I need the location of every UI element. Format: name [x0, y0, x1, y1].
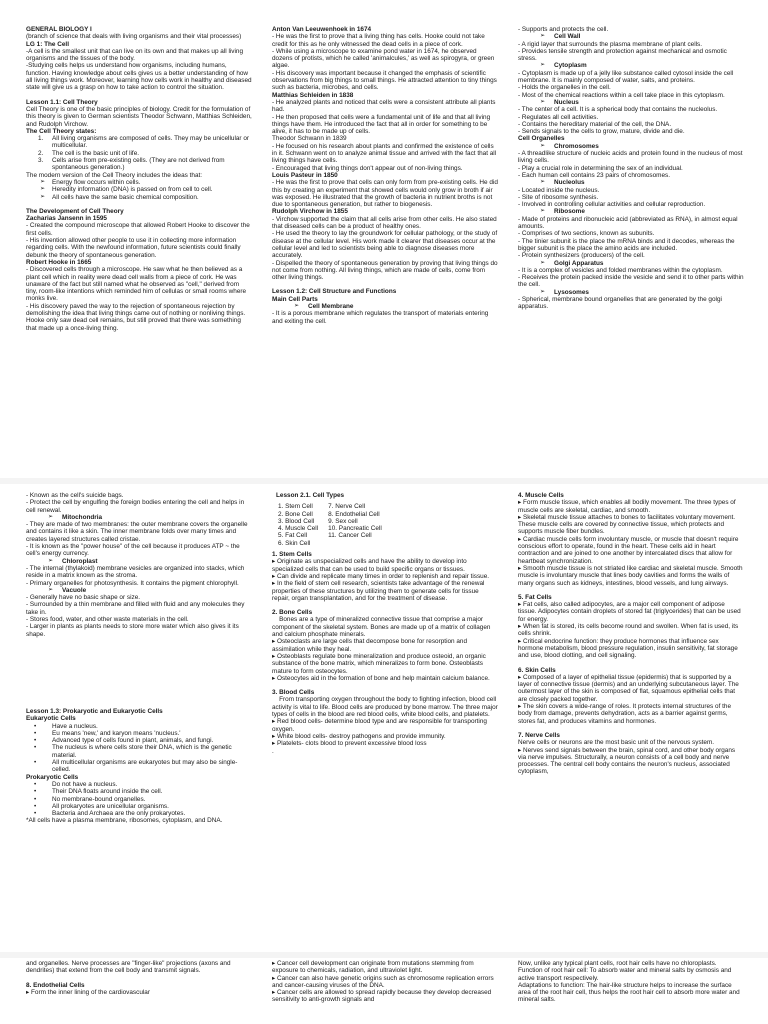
spacer: [26, 201, 252, 208]
paragraph: Nerve cells or neurons are the most basic unit of the nervous system.: [518, 739, 715, 747]
paragraph: (branch of science that deals with living organisms and their vital processes): [26, 33, 242, 41]
section-heading: Anton Van Leeuwenhoek in 1674: [272, 26, 372, 33]
section-heading: Main Cell Parts: [272, 295, 318, 303]
paragraph: ▸ White blood cells- destroy pathogens and provide immunity.: [272, 732, 446, 740]
subheading: ➢ Lysosomes: [518, 289, 744, 296]
section-heading: The Cell Theory states:: [26, 127, 97, 135]
paragraph: - Sends signals to the cells to grow, mature, divide and die.: [518, 128, 685, 136]
spacer: [26, 638, 252, 645]
paragraph: - Site of ribosome synthesis.: [518, 193, 599, 201]
page1-column-3: [518, 26, 744, 478]
document-page-1: [0, 0, 768, 478]
paragraph: Cell Theory is one of the basic principles of biology. Credit for the formulation of this theory is given to German scientists Theodor Schwann, Matthias Schleiden, and Rudolph Virchow.: [26, 105, 254, 128]
paragraph: Function of root hair cell: To absorb water and mineral salts by osmosis and active transport respectively.: [518, 967, 734, 982]
page3-column-1: [26, 960, 252, 1024]
paragraph: - Protein synthesizers (producers) of the cell.: [518, 252, 645, 260]
paragraph: -Studying cells helps us understand how organisms, including humans, function. Having knowledge about cells gives us a better understanding of how all living things work. Moreover, learning how cells work in healthy and diseased state will give us a grasp on how to take action to control the situation.: [26, 62, 254, 92]
bullet-item: • No membrane-bound organelles.: [26, 796, 252, 803]
paragraph: ▸ Cancer cells are allowed to spread rapidly because they develop decreased sensitivity to anti-growth signals and: [272, 989, 493, 1004]
page3-column-2: [272, 960, 498, 1024]
paragraph: ▸ In the field of stem cell research, scientists take advantage of the renewal properties of these structures by utilizing them to generate cells for tissue repair, organ transplantation, and for the treatment of disease.: [272, 580, 487, 602]
paragraph: -A cell is the smallest unit that can live on its own and that makes up all living organisms and the tissues of the body.: [26, 47, 245, 63]
paragraph: ▸ Cancer cell development can originate from mutations stemming from exposure to chemicals, radiation, and ultraviolet light.: [272, 960, 476, 975]
section-heading: 2. Bone Cells: [272, 609, 313, 617]
section-heading: Robert Hooke in 1665: [26, 258, 92, 266]
paragraph: ▸ Smooth muscle tissue is not striated like cardiac and skeletal muscle. Smooth muscle is involuntary muscle that lines body cavities and forms the walls of many organs such as kidneys, intestines, blood vessels, and lung airways.: [518, 564, 745, 587]
paragraph: and organelles. Nerve processes are "finger-like" projections (axons and dendrites) that extend from the cell body and transmit signals.: [26, 960, 233, 975]
bullet-item: • Do not have a nucleus.: [26, 781, 252, 788]
paragraph: - Cytoplasm is made up of a jelly like substance called cytosol inside the cell membrane. It is mainly composed of water, salts, and proteins.: [518, 69, 736, 85]
section-heading: 1. Stem Cells: [272, 551, 312, 559]
bullet-item: • Have a nucleus.: [26, 723, 252, 730]
subheading: ➢ Chloroplast: [26, 558, 252, 565]
cell-type-item: 6. Skin Cell: [278, 539, 311, 547]
cell-type-item: 4. Muscle Cell: [278, 525, 319, 533]
arrow-item: ➢ Energy flow occurs within cells.: [26, 179, 252, 186]
paragraph: - Known as the cell's suicide bags.: [26, 492, 124, 499]
section-heading: Matthias Schleiden in 1838: [272, 91, 354, 99]
page2-column-3: [518, 492, 744, 952]
paragraph: - Contains the hereditary material of the cell, the DNA.: [518, 120, 672, 128]
paragraph: - Made of proteins and ribonucleic acid (abbreviated as RNA), in almost equal amounts.: [518, 215, 740, 231]
paragraph: ▸ Critical endocrine function: they produce hormones that influence sex hormone metabolism, blood pressure regulation, insulin sensitivity, fat storage and use, blood clotting, and cell signaling.: [518, 637, 740, 660]
bullet-item: • Bacteria and Archaea are the only prokaryotes.: [26, 810, 252, 817]
paragraph: The modern version of the Cell Theory includes the ideas that:: [26, 171, 203, 179]
spacer: [26, 680, 252, 687]
bullet-item: • Eu means 'new,' and karyon means 'nucleus.': [26, 730, 252, 737]
paragraph: - The tinier subunit is the place the mRNA binds and it decodes, whereas the bigger subunit is the place the amino acids are included.: [518, 237, 737, 252]
section-heading: 6. Skin Cells: [518, 666, 556, 674]
paragraph: ▸ Cardiac muscle cells form involuntary muscle, or muscle that doesn't require conscious effort to operate, found in the heart. These cells aid in heart contraction and are joined to one another by intercalated discs that allow for heartbeat synchronization.: [518, 535, 741, 565]
bullet-item: • All prokaryotes are unicellular organisms.: [26, 803, 252, 810]
paragraph: Theodor Schwann in 1839: [272, 135, 347, 143]
section-heading: 3. Blood Cells: [272, 689, 315, 697]
page1-column-1: [26, 26, 252, 478]
paragraph: - He used the theory to lay the groundwork for cellular pathology, or the study of disease at the cellular level. His work made it clearer that diseases occur at the cellular level and led to scientists being able to diagnose diseases more accurately.: [272, 230, 499, 260]
paragraph: - Located inside the nucleus.: [518, 186, 600, 194]
page2-column-1: [26, 492, 252, 952]
paragraph: - Discovered cells through a microscope. He saw what he then believed as a plant cell which in reality were dead cell walls from a piece of cork. He was unaware of the fact but still named what he observed as "cell," derived from tiny, room-like intentions which reminded him of cellulas or small rooms where monks live.: [26, 266, 248, 303]
subheading: ➢ Mitochondria: [26, 514, 252, 521]
document-page-2: [0, 484, 768, 952]
lesson-title: Lesson 2.1. Cell Types: [276, 492, 345, 499]
section-heading: 8. Endothelial Cells: [26, 981, 85, 989]
paragraph: ▸ Osteoclasts are large cells that decompose bone for resorption and assimilation while they heal.: [272, 638, 469, 653]
paragraph: ▸ Form the inner lining of the cardiovascular: [26, 988, 150, 996]
spacer: [518, 587, 744, 594]
subheading: ➢ Chromosomes: [518, 143, 744, 150]
paragraph: - Supports and protects the cell.: [518, 26, 609, 33]
paragraph: ▸ Can divide and replicate many times in order to replenish and repair tissue.: [272, 572, 490, 580]
paragraph: From transporting oxygen throughout the body to fighting infection, blood cell activity is vital to life. Blood cells are produced by bone marrow. The three major types of cells in the blood are red blood cells, white blood cells, and platelets.: [272, 696, 500, 719]
paragraph: - Encouraged that living things don't appear out of non-living things.: [272, 164, 463, 172]
section-heading: Lesson 1.3: Prokaryotic and Eukaryotic Cells: [26, 707, 163, 715]
spacer: [272, 602, 498, 609]
section-heading: The Development of Cell Theory: [26, 207, 124, 215]
cell-type-item: 2. Bone Cell: [278, 510, 313, 518]
page2-column-2: [272, 492, 498, 952]
cell-type-item: 3. Blood Cell: [278, 517, 315, 525]
cell-types-list: [278, 503, 498, 547]
paragraph: Now, unlike any typical plant cells, root hair cells have no chloroplasts.: [518, 960, 717, 967]
section-heading: Rudolph Virchow in 1855: [272, 208, 348, 216]
paragraph: - They are made of two membranes: the outer membrane covers the organelle and contains it like a skin. The inner membrane folds over many times and creates layered structures called cristae.: [26, 521, 250, 543]
paragraph: ▸ Cancer can also have genetic origins such as chromosome replication errors and cancer-causing viruses of the DNA.: [272, 974, 496, 989]
paragraph: ▸ Skeletal muscle tissue attaches to bones to facilitates voluntary movement. These muscle cells are covered by connective tissue, which protects and supports muscle fiber bundles.: [518, 513, 737, 536]
paragraph: - Provides tensile strength and protection against mechanical and osmotic stress.: [518, 47, 729, 63]
cell-type-item: 11. Cancer Cell: [328, 532, 372, 540]
paragraph: ▸ Fat cells, also called adipocytes, are a major cell component of adipose tissue. Adipocytes contain droplets of stored fat (triglycerides) that can be used for energy.: [518, 601, 743, 623]
paragraph: - Most of the chemical reactions within a cell take place in this cytoplasm.: [518, 91, 725, 99]
numbered-item: 3. Cells arise from pre-existing cells. (They are not derived from spontaneous generation.): [26, 157, 252, 172]
paragraph: - Holds the organelles in the cell.: [518, 84, 611, 92]
subheading: ➢ Nucleus: [518, 99, 744, 106]
paragraph: - Stores food, water, and other waste materials in the cell.: [26, 616, 189, 624]
paragraph: - Larger in plants as plants needs to store more water which also gives it its shape.: [26, 623, 241, 638]
paragraph: ▸ Osteoblasts regulate bone mineralization and produce osteoid, an organic substance of the bone matrix, which mineralizes to form bone. Osteoblasts mature to form osteocytes.: [272, 652, 488, 675]
paragraph: Bones are a type of mineralized connective tissue that comprise a major component of the skeletal system. Bones are made up of a matrix of collagen and calcium phosphate minerals.: [272, 616, 493, 639]
page2-column-2-body: [272, 551, 498, 755]
section-heading: Prokaryotic Cells: [26, 773, 79, 781]
paragraph: - Generally have no basic shape or size.: [26, 594, 141, 602]
arrow-item: ➢ Heredity information (DNA) is passed on from cell to cell.: [26, 186, 252, 193]
paragraph: - He focused on his research about plants and confirmed the existence of cells in it. Schwann went on to analyze animal tissue and arrived with the fact that all living things have cells.: [272, 142, 498, 165]
section-heading: Cell Organelles: [518, 135, 565, 143]
spacer: [518, 725, 744, 732]
spacer: [26, 666, 252, 673]
paragraph: - It is a complex of vesicles and folded membranes within the cytoplasm.: [518, 266, 723, 274]
paragraph: - While using a microscope to examine pond water in 1674, he observed dozens of protists, which he called 'animalcules,' as well as spirogyra, or green algae.: [272, 47, 497, 70]
paragraph: - Regulates all cell activities.: [518, 113, 599, 121]
paragraph: - Dispelled the theory of spontaneous generation by proving that living things do not come from nothing. All living things, which are made of cells, come from other living things.: [272, 259, 500, 282]
paragraph: - Involved in controlling cellular activities and cellular reproduction.: [518, 201, 706, 209]
bullet-item: • Advanced type of cells found in plant, animals, and fungi.: [26, 737, 252, 744]
paragraph: - Created the compound microscope that allowed Robert Hooke to discover the first cells.: [26, 222, 252, 237]
paragraph: - Surrounded by a thin membrane and filled with fluid and any molecules they take in.: [26, 601, 247, 616]
paragraph: - It is a porous membrane which regulates the transport of materials entering and exiting the cell.: [272, 310, 491, 325]
cell-types-right: [328, 503, 382, 547]
cell-type-item: 10. Pancreatic Cell: [328, 525, 382, 533]
section-heading: Eukaryotic Cells: [26, 715, 76, 723]
section-heading: GENERAL BIOLOGY I: [26, 26, 92, 33]
paragraph: - Spherical, membrane bound organelles that are generated by the golgi apparatus.: [518, 295, 724, 311]
paragraph: .: [272, 747, 274, 755]
paragraph: ▸ Red blood cells- determine blood type and are responsible for transporting oxygen.: [272, 718, 489, 733]
paragraph: - He then proposed that cells were a fundamental unit of life and that all living things have them. He introduced the fact that all in order for something to be alive, it has to be made up of cells.: [272, 113, 492, 136]
paragraph: *All cells have a plasma membrane, ribosomes, cytoplasm, and DNA.: [26, 817, 223, 825]
cell-type-item: 7. Nerve Cell: [328, 503, 366, 511]
cell-type-item: 9. Sex cell: [328, 517, 358, 525]
cell-type-item: 1. Stem Cell: [278, 503, 313, 511]
numbered-item: 1. All living organisms are composed of cells. They may be unicellular or multicellular.: [26, 135, 252, 150]
paragraph: ▸ Originate as unspecialized cells and have the ability to develop into specialized cells that can be used to build specific organs or tissues.: [272, 558, 469, 573]
spacer: [26, 975, 252, 982]
spacer: [272, 682, 498, 689]
paragraph: - He analyzed plants and noticed that cells were a consistent attribute all plants had.: [272, 98, 498, 114]
paragraph: ▸ The skin covers a wide-range of roles. It protects internal structures of the body from damage, prevents dehydration, acts as a barrier against germs, stores fat, and produces vitamins and hormones.: [518, 703, 733, 725]
paragraph: - Primary organelles for photosynthesis. It contains the pigment chlorophyll.: [26, 579, 239, 587]
paragraph: ▸ Form muscle tissue, which enables all bodily movement. The three types of muscle cells are skeletal, cardiac, and smooth.: [518, 499, 738, 514]
subheading: ➢ Cell Membrane: [272, 303, 498, 310]
spacer: [26, 694, 252, 701]
cell-types-left: [278, 503, 318, 547]
paragraph: ▸ When fat is stored, its cells become round and swollen. When fat is used, its cells shrink.: [518, 623, 741, 638]
page3-column-3: [518, 960, 744, 1024]
paragraph: - It is known as the "power house" of the cell because it produces ATP ~ the cell's energy currency.: [26, 543, 242, 558]
paragraph: - He was the first to prove that cells can only form from pre-existing cells. He did this by creating an experiment that showed cells would only grow in broth if air was exposed. He illustrated that the growth of bacteria in nutrient broths is not due to spontaneous generation, but rather to biogenesis.: [272, 179, 500, 209]
spacer: [518, 660, 744, 667]
cell-type-item: 8. Endothelial Cell: [328, 510, 380, 518]
cell-type-item: 5. Fat Cell: [278, 532, 308, 540]
paragraph: - A threadlike structure of nucleic acids and protein found in the nucleus of most living cells.: [518, 150, 745, 165]
bullet-item: • Their DNA floats around inside the cell.: [26, 788, 252, 795]
spacer: [26, 645, 252, 652]
paragraph: - Each human cell contains 23 pairs of chromosomes.: [518, 171, 671, 179]
paragraph: - His discovery paved the way to the rejection of spontaneous rejection by demolishing the idea that living things came out of nothing or nonliving things. Hooke only saw dead cell remains, but still proved that there was something that made up a once-living thing.: [26, 302, 247, 332]
bullet-item: • All multicellular organisms are eukaryotes but may also be single-celled.: [26, 759, 252, 774]
paragraph: ▸ Osteocytes aid in the formation of bone and help maintain calcium balance.: [272, 674, 490, 682]
spacer: [26, 701, 252, 708]
paragraph: - The internal (thylakoid) membrane vesicles are organized into stacks, which reside in a matrix known as the stroma.: [26, 564, 247, 580]
subheading: ➢ Ribosome: [518, 208, 744, 215]
subheading: ➢ Cytoplasm: [518, 62, 744, 69]
bullet-item: • The nucleus is where cells store their DNA, which is the genetic material.: [26, 744, 252, 759]
paragraph: ▸ Platelets- clots blood to prevent excessive blood loss: [272, 740, 427, 748]
paragraph: - The center of a cell. It is a spherical body that contains the nucleolus.: [518, 106, 718, 114]
section-heading: Lesson 1.2: Cell Structure and Functions: [272, 288, 397, 296]
document-page-3: [0, 958, 768, 1024]
paragraph: - Protect the cell by engulfing the foreign bodies entering the cell and helps in cell renewal.: [26, 499, 246, 514]
subheading: ➢ Golgi Apparatus: [518, 260, 744, 267]
paragraph: ▸ Composed of a layer of epithelial tissue (epidermis) that is supported by a layer of connective tissue (dermis) and an underlying subcutaneous layer. The outermost layer of the skin is composed of flat, squamous epithelial cells that are closely packed together.: [518, 673, 741, 703]
paragraph: - A rigid layer that surrounds the plasma membrane of plant cells.: [518, 40, 702, 48]
numbered-item: 2. The cell is the basic unit of life.: [26, 150, 252, 157]
section-heading: Zacharias Jansenn in 1595: [26, 215, 107, 223]
section-heading: Louis Pasteur in 1850: [272, 171, 338, 179]
section-heading: 7. Nerve Cells: [518, 731, 560, 739]
spacer: [26, 673, 252, 680]
spacer: [26, 652, 252, 659]
spacer: [26, 687, 252, 694]
section-heading: Lesson 1.1: Cell Theory: [26, 98, 98, 106]
paragraph: - Virchow supported the claim that all cells arise from other cells. He also stated that diseased cells can be a product of healthy ones.: [272, 215, 499, 231]
subheading: ➢ Vacuole: [26, 587, 252, 594]
paragraph: - Receives the protein packed inside the vesicle and send it to other parts within the cell.: [518, 274, 746, 289]
paragraph: - He was the first to prove that a living thing has cells. Hooke could not take credit for this as he only witnessed the dead cells in a piece of cork.: [272, 33, 487, 48]
section-heading: LG 1: The Cell: [26, 40, 69, 48]
spacer: [26, 92, 252, 99]
paragraph: Adaptations to function: The hair-like structure helps to increase the surface area of the root hair cell, thus helps the root hair cell to absorb more water and mineral salts.: [518, 981, 742, 1004]
paragraph: - Play a crucial role in determining the sex of an individual.: [518, 164, 683, 172]
spacer: [272, 281, 498, 288]
paragraph: - His discovery was important because it changed the emphasis of scientific observations from big things to small things. He attracted attention to tiny things such as bacteria, microbes, and cells.: [272, 69, 499, 92]
arrow-item: ➢ All cells have the same basic chemical composition.: [26, 194, 252, 201]
subheading: ➢ Cell Wall: [518, 33, 744, 40]
spacer: [26, 659, 252, 666]
paragraph: - Comprises of two sections, known as subunits.: [518, 230, 655, 238]
section-heading: 4. Muscle Cells: [518, 492, 564, 499]
subheading: ➢ Nucleolus: [518, 179, 744, 186]
paragraph: ▸ Nerves send signals between the brain, spinal cord, and other body organs via nerve impulses. Structurally, a neuron consists of a cell body and nerve processes. The central cell body contains the neuron's nucleus, associated cytoplasm,: [518, 746, 737, 776]
paragraph: - His invention allowed other people to use it in collecting more information regarding cells. With the newfound information, future scientists could finally debunk the theory of spontaneous generation.: [26, 237, 243, 259]
section-heading: 5. Fat Cells: [518, 593, 552, 601]
page1-column-2: [272, 26, 498, 478]
